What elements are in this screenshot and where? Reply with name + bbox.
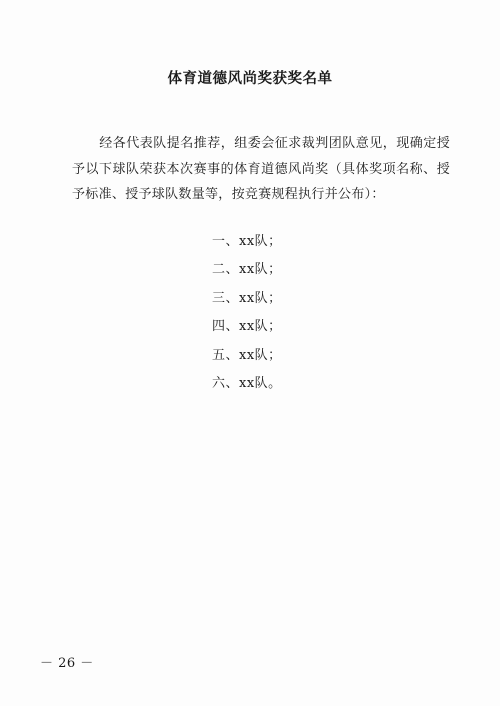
team-list-item: 六、xx队。 xyxy=(212,375,282,391)
team-list-item: 一、xx队； xyxy=(212,234,282,249)
team-list-item: 三、xx队； xyxy=(212,290,282,306)
award-team-list xyxy=(212,232,282,402)
team-list-item: 五、xx队； xyxy=(212,347,282,363)
team-list-item: 四、xx队； xyxy=(212,319,282,335)
page-number: － 26 － xyxy=(40,656,94,671)
team-list-item: 二、xx队； xyxy=(212,262,282,278)
document-title: 体育道德风尚奖获奖名单 xyxy=(167,71,333,87)
intro-paragraph: 经各代表队提名推荐，组委会征求裁判团队意见，现确定授予以下球队荣获本次赛事的体育道德风尚奖（具体奖项名称、授予标准、授予球队数量等，按竞赛规程执行并公布）： xyxy=(72,136,450,202)
